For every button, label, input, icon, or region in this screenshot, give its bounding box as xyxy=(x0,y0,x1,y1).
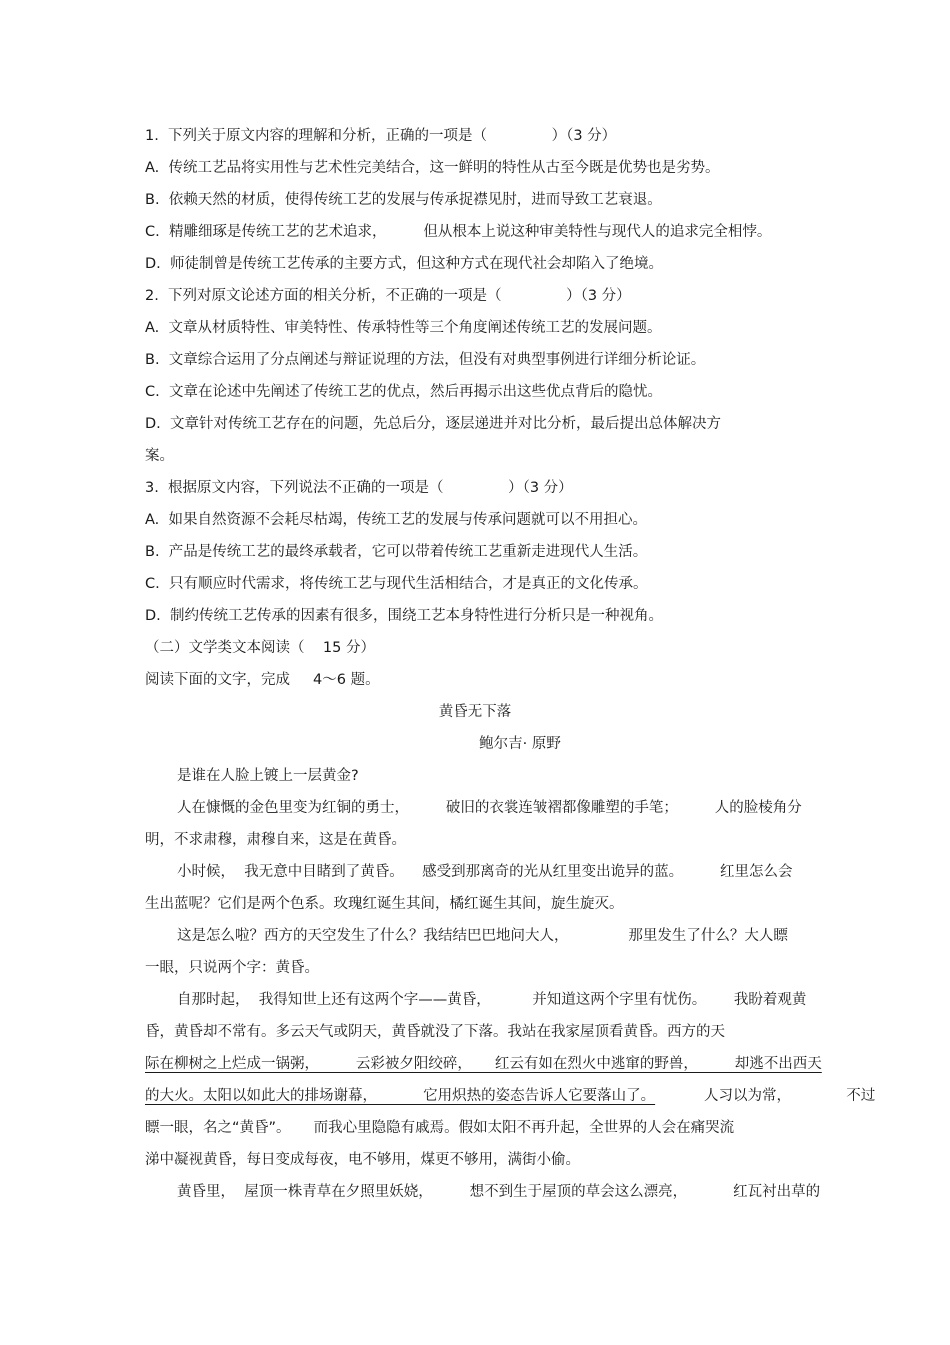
story-paragraph-5-line-2: 昏，黄昏却不常有。多云天气或阴天，黄昏就没了下落。我站在我家屋顶看黄昏。西方的天 xyxy=(145,1024,725,1040)
story-author: 鲍尔吉· 原野 xyxy=(479,736,561,752)
story-paragraph-2-cont: 明，不求肃穆，肃穆自来，这是在黄昏。 xyxy=(145,832,406,848)
story-paragraph-6: 黄昏里， 屋顶一株青草在夕照里妖娆， 想不到生于屋顶的草会这么漂亮， 红瓦衬出草的 xyxy=(177,1184,821,1200)
story-paragraph-1: 是谁在人脸上镀上一层黄金? xyxy=(177,768,359,784)
q1-option-b: B. 依赖天然的材质，使得传统工艺的发展与传承捉襟见肘，进而导致工艺衰退。 xyxy=(145,192,662,208)
q3-option-c: C. 只有顺应时代需求，将传统工艺与现代生活相结合，才是真正的文化传承。 xyxy=(145,576,648,592)
q3-option-d: D. 制约传统工艺传承的因素有很多，围绕工艺本身特性进行分析只是一种视角。 xyxy=(145,608,663,624)
story-title: 黄昏无下落 xyxy=(438,704,512,720)
q1-option-d: D. 师徒制曾是传统工艺传承的主要方式，但这种方式在现代社会却陷入了绝境。 xyxy=(145,256,663,272)
section-heading: （二）文学类文本阅读（ 15 分） xyxy=(145,640,375,656)
story-paragraph-3-cont: 生出蓝呢？它们是两个色系。玫瑰红诞生其间，橘红诞生其间，旋生旋灭。 xyxy=(145,896,624,912)
story-paragraph-5-line-4-tail: 人习以为常， 不过 xyxy=(704,1088,876,1104)
story-paragraph-4-cont: 一眼，只说两个字：黄昏。 xyxy=(145,960,319,976)
story-underlined-line-1: 际在柳树之上烂成一锅粥， 云彩被夕阳绞碎， 红云有如在烈火中逃窜的野兽， 却逃不出西天 xyxy=(145,1056,822,1072)
story-paragraph-3: 小时候， 我无意中目睹到了黄昏。 感受到那离奇的光从红里变出诡异的蓝。 红里怎么会 xyxy=(177,864,793,880)
question-2-stem: 2. 下列对原文论述方面的相关分析，不正确的一项是（ ）（3 分） xyxy=(145,288,631,304)
q1-option-c: C. 精雕细琢是传统工艺的艺术追求， 但从根本上说这种审美特性与现代人的追求完全相悖。 xyxy=(145,224,772,240)
q2-option-d-cont: 案。 xyxy=(145,448,174,464)
q2-option-c: C. 文章在论述中先阐述了传统工艺的优点，然后再揭示出这些优点背后的隐忧。 xyxy=(145,384,662,400)
story-paragraph-5: 自那时起， 我得知世上还有这两个字——黄昏， 并知道这两个字里有忧伤。 我盼着观黄 xyxy=(177,992,807,1008)
story-paragraph-4: 这是怎么啦？西方的天空发生了什么？我结结巴巴地问大人， 那里发生了什么？大人瞟 xyxy=(177,928,788,944)
q2-option-b: B. 文章综合运用了分点阐述与辩证说理的方法，但没有对典型事例进行详细分析论证。 xyxy=(145,352,706,368)
story-paragraph-5-line-5: 瞟一眼，名之“黄昏”。 而我心里隐隐有戚焉。假如太阳不再升起，全世界的人会在痛哭流 xyxy=(145,1120,735,1136)
question-1-stem: 1. 下列关于原文内容的理解和分析，正确的一项是（ ）（3 分） xyxy=(145,128,617,144)
question-3-stem: 3. 根据原文内容，下列说法不正确的一项是（ ）（3 分） xyxy=(145,480,573,496)
q3-option-a: A. 如果自然资源不会耗尽枯竭，传统工艺的发展与传承问题就可以不用担心。 xyxy=(145,512,647,528)
reading-instruction: 阅读下面的文字，完成 4～6 题。 xyxy=(145,672,380,688)
q2-option-d: D. 文章针对传统工艺存在的问题，先总后分，逐层递进并对比分析，最后提出总体解决方 xyxy=(145,416,721,432)
story-paragraph-5-line-6: 涕中凝视黄昏，每日变成每夜，电不够用，煤更不够用，满街小偷。 xyxy=(145,1152,580,1168)
story-underlined-line-2: 的大火。太阳以如此大的排场谢幕， 它用炽热的姿态告诉人它要落山了。 xyxy=(145,1088,656,1104)
story-paragraph-2: 人在慷慨的金色里变为红铜的勇士， 破旧的衣裳连皱褶都像雕塑的手笔； 人的脸棱角分 xyxy=(177,800,802,816)
q3-option-b: B. 产品是传统工艺的最终承载者，它可以带着传统工艺重新走进现代人生活。 xyxy=(145,544,648,560)
q1-option-a: A. 传统工艺品将实用性与艺术性完美结合，这一鲜明的特性从古至今既是优势也是劣势。 xyxy=(145,160,720,176)
q2-option-a: A. 文章从材质特性、审美特性、传承特性等三个角度阐述传统工艺的发展问题。 xyxy=(145,320,662,336)
